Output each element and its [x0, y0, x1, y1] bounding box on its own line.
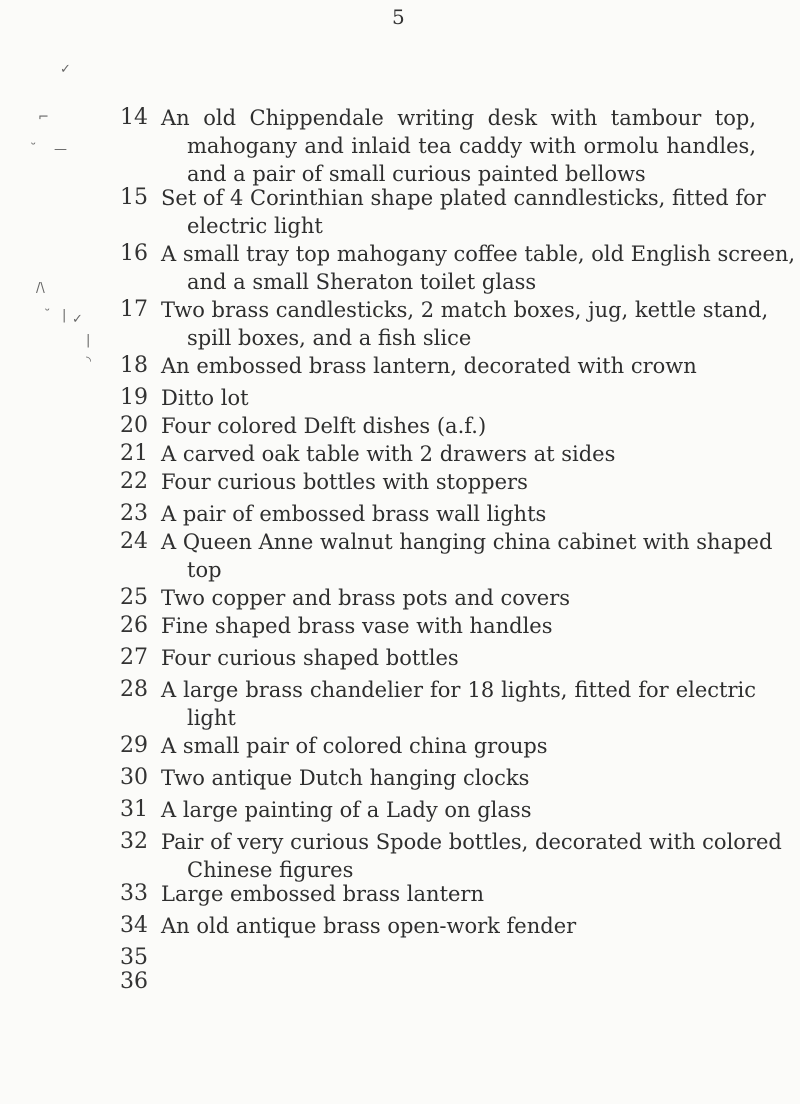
lot-description: [161, 828, 782, 884]
lot-description-line: Four colored Delft dishes (a.f.): [161, 414, 487, 438]
lot-number: 24: [120, 529, 148, 554]
lot-number: 18: [120, 353, 148, 378]
lot-description-line: and a small Sheraton toilet glass: [187, 270, 537, 294]
lot-description-line: spill boxes, and a fish slice: [187, 326, 472, 350]
lot-description-line: An embossed brass lantern, decorated with crown: [161, 354, 697, 378]
lot-number: 35: [120, 945, 148, 970]
pencil-mark-icon: —: [54, 142, 67, 157]
lot-description: [161, 584, 756, 612]
lot-description-line: A large painting of a Lady on glass: [161, 798, 532, 822]
lot-description-line: Two brass candlesticks, 2 match boxes, jug, kettle stand,: [161, 298, 769, 322]
lot-description-line: A large brass chandelier for 18 lights, fitted for electric: [161, 678, 756, 702]
pencil-mark-icon: ✓: [60, 62, 71, 77]
lot-description-line: A Queen Anne walnut hanging china cabinet with shaped: [161, 530, 773, 554]
lot-number: 36: [120, 969, 148, 994]
lot-number: 21: [120, 441, 148, 466]
lot-description-line: Two copper and brass pots and covers: [161, 586, 571, 610]
lot-description: [161, 500, 756, 528]
lot-number: 20: [120, 413, 148, 438]
pencil-mark-icon: ˘: [30, 142, 37, 157]
lot-number: 27: [120, 645, 148, 670]
lot-description-line: A small pair of colored china groups: [161, 734, 548, 758]
lot-description: [161, 440, 756, 468]
lot-number: 30: [120, 765, 148, 790]
lot-description-line: Fine shaped brass vase with handles: [161, 614, 553, 638]
pencil-mark-icon: /\: [36, 281, 45, 296]
lot-description-line: mahogany and inlaid tea caddy with ormolu handles,: [187, 134, 756, 158]
lot-description-line: Two antique Dutch hanging clocks: [161, 766, 530, 790]
pencil-mark-icon: |: [86, 333, 91, 348]
lot-description-line: electric light: [187, 214, 323, 238]
lot-description-line: An old antique brass open-work fender: [161, 914, 577, 938]
lot-description-line: A small tray top mahogany coffee table, old English screen,: [161, 242, 796, 266]
lot-description-line: Large embossed brass lantern: [161, 882, 484, 906]
lot-number: 29: [120, 733, 148, 758]
lot-number: 14: [120, 105, 148, 130]
lot-description-line: Pair of very curious Spode bottles, decorated with colored: [161, 830, 782, 854]
lot-description-line: Four curious shaped bottles: [161, 646, 459, 670]
lot-number: 32: [120, 829, 148, 854]
lot-number: 28: [120, 677, 148, 702]
lot-description-line: An old Chippendale writing desk with tambour top,: [161, 106, 756, 130]
lot-number: 26: [120, 613, 148, 638]
lot-description-line: A pair of embossed brass wall lights: [161, 502, 547, 526]
page-number: 5: [392, 5, 405, 29]
lot-description: [161, 612, 756, 640]
lot-description: [161, 912, 756, 940]
lot-number: 33: [120, 881, 148, 906]
lot-description-line: Set of 4 Corinthian shape plated canndlesticks, fitted for: [161, 186, 766, 210]
lot-number: 31: [120, 797, 148, 822]
lot-description: [161, 764, 756, 792]
lot-number: 34: [120, 913, 148, 938]
lot-description-line: Four curious bottles with stoppers: [161, 470, 528, 494]
lot-number: 25: [120, 585, 148, 610]
lot-description: [161, 352, 756, 380]
lot-description: [161, 796, 756, 824]
lot-description: [161, 184, 766, 240]
lot-description-line: light: [187, 706, 236, 730]
lot-description: [161, 296, 769, 352]
lot-description-line: Chinese figures: [187, 858, 354, 882]
lot-number: 23: [120, 501, 148, 526]
lot-description: [161, 104, 756, 188]
lot-description: [161, 676, 756, 732]
pencil-mark-icon: ˘: [44, 308, 51, 323]
lot-number: 15: [120, 185, 148, 210]
lot-description: [161, 240, 796, 296]
lot-description-line: A carved oak table with 2 drawers at sides: [161, 442, 616, 466]
lot-description: [161, 644, 756, 672]
lot-number: 19: [120, 385, 148, 410]
lot-number: 16: [120, 241, 148, 266]
lot-description: [161, 880, 756, 908]
lot-number: 17: [120, 297, 148, 322]
lot-description: [161, 468, 756, 496]
lot-number: 22: [120, 469, 148, 494]
lot-description-line: top: [187, 558, 222, 582]
lot-description-line: Ditto lot: [161, 386, 249, 410]
lot-description-line: and a pair of small curious painted bellows: [187, 162, 646, 186]
pencil-mark-icon: |: [62, 308, 67, 323]
lot-description: [161, 528, 773, 584]
lot-description: [161, 384, 756, 412]
lot-description: [161, 412, 756, 440]
pencil-mark-icon: ✓: [72, 312, 83, 327]
pencil-mark-icon: ◝: [86, 354, 92, 369]
lot-description: [161, 732, 756, 760]
pencil-mark-icon: ⌐: [38, 110, 49, 125]
